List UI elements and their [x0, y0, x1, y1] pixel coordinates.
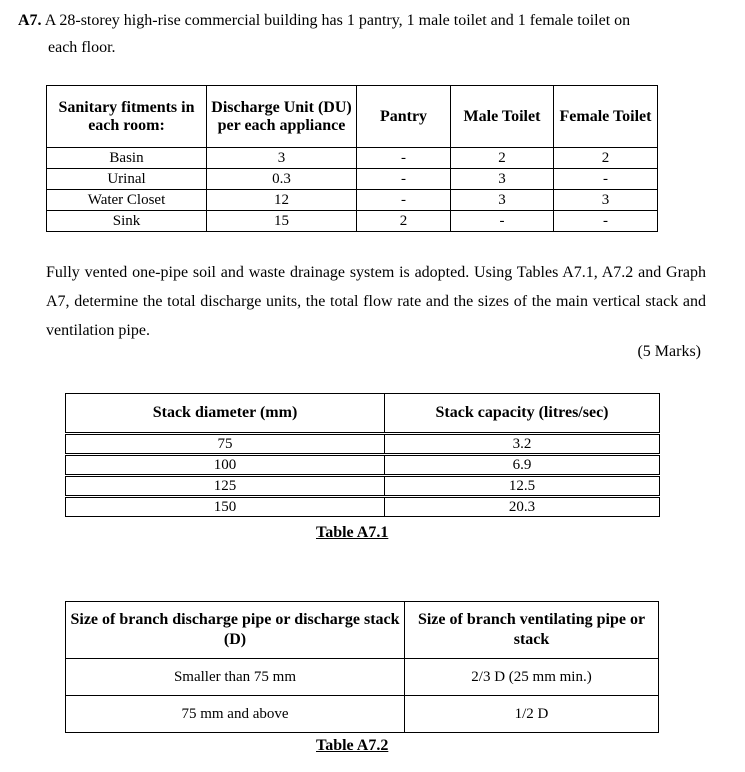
- table-cell: 100: [66, 455, 385, 476]
- header-stack-diameter: Stack diameter (mm): [66, 394, 385, 434]
- table-cell: 2: [554, 148, 658, 169]
- table-row: [66, 434, 660, 455]
- question-text: [18, 7, 718, 61]
- table-a7-1: [65, 393, 660, 517]
- table-row: [66, 455, 660, 476]
- table-row: [47, 190, 658, 211]
- table-cell: 0.3: [207, 169, 357, 190]
- table-cell: 2: [451, 148, 554, 169]
- table-row: [47, 211, 658, 232]
- table-row: [66, 497, 660, 517]
- table-cell: -: [554, 169, 658, 190]
- table-cell: 3: [554, 190, 658, 211]
- table-row: [66, 476, 660, 497]
- header-discharge-unit: Discharge Unit (DU) per each appliance: [207, 86, 357, 148]
- table-header-row: [66, 602, 659, 659]
- table-cell: 75 mm and above: [66, 696, 405, 733]
- table-cell: -: [357, 169, 451, 190]
- table-cell: 3: [451, 190, 554, 211]
- table-cell: Smaller than 75 mm: [66, 659, 405, 696]
- table-cell: Water Closet: [47, 190, 207, 211]
- table-cell: Sink: [47, 211, 207, 232]
- marks-label: (5 Marks): [637, 343, 701, 360]
- header-stack-capacity: Stack capacity (litres/sec): [385, 394, 660, 434]
- table-a7-1-caption: Table A7.1: [316, 524, 389, 541]
- table-cell: -: [357, 148, 451, 169]
- table-row: [66, 659, 659, 696]
- table-cell: -: [451, 211, 554, 232]
- table-row: [66, 696, 659, 733]
- header-male-toilet: Male Toilet: [451, 86, 554, 148]
- table-row: [47, 148, 658, 169]
- table-row: [47, 169, 658, 190]
- table-cell: 1/2 D: [405, 696, 659, 733]
- table-cell: 2/3 D (25 mm min.): [405, 659, 659, 696]
- question-number: A7.: [18, 12, 42, 29]
- table-header-row: [47, 86, 658, 148]
- table-cell: 75: [66, 434, 385, 455]
- table-cell: 2: [357, 211, 451, 232]
- table-a7-2: [65, 601, 659, 733]
- question-line-1: A 28-storey high-rise commercial building has 1 pantry, 1 male toilet and 1 female toilet on: [44, 12, 631, 29]
- table-cell: Basin: [47, 148, 207, 169]
- table-cell: 3: [207, 148, 357, 169]
- table-cell: 150: [66, 497, 385, 517]
- header-fitments: Sanitary fitments in each room:: [47, 86, 207, 148]
- table-cell: 6.9: [385, 455, 660, 476]
- table-cell: 12: [207, 190, 357, 211]
- fitments-table: [46, 85, 658, 232]
- question-line-2: each floor.: [48, 39, 116, 56]
- table-cell: 3: [451, 169, 554, 190]
- table-cell: 125: [66, 476, 385, 497]
- table-cell: 3.2: [385, 434, 660, 455]
- table-cell: 20.3: [385, 497, 660, 517]
- header-branch-ventilating: Size of branch ventilating pipe or stack: [405, 602, 659, 659]
- instructions-paragraph: Fully vented one-pipe soil and waste drainage system is adopted. Using Tables A7.1, A7.2 and Graph A7, determine the total discharge units, the total flow rate and the sizes of the main vertical stack and ventilation pipe.: [46, 264, 706, 339]
- header-pantry: Pantry: [357, 86, 451, 148]
- table-cell: Urinal: [47, 169, 207, 190]
- table-a7-2-caption: Table A7.2: [316, 737, 389, 754]
- header-branch-discharge: Size of branch discharge pipe or discharge stack (D): [66, 602, 405, 659]
- table-cell: 12.5: [385, 476, 660, 497]
- header-female-toilet: Female Toilet: [554, 86, 658, 148]
- table-cell: 15: [207, 211, 357, 232]
- table-header-row: [66, 394, 660, 434]
- table-cell: -: [554, 211, 658, 232]
- table-cell: -: [357, 190, 451, 211]
